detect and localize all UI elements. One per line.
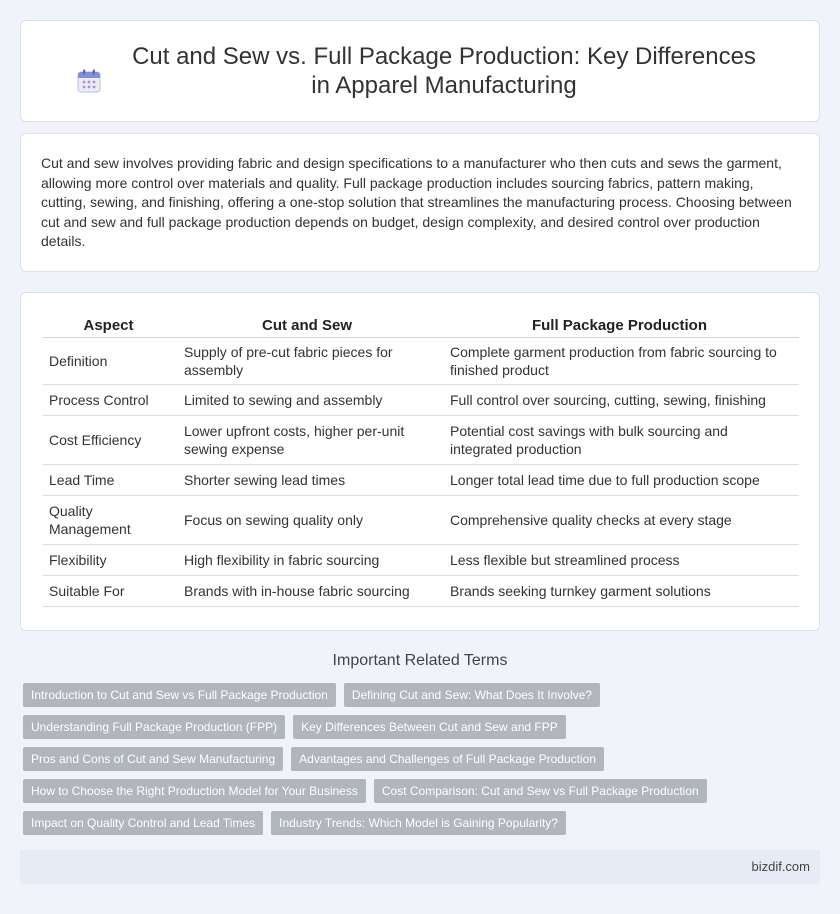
footer bbox=[20, 850, 820, 884]
cell-cut-and-sew: Limited to sewing and assembly bbox=[174, 385, 440, 416]
cell-full-package: Full control over sourcing, cutting, sewing, finishing bbox=[440, 385, 799, 416]
cell-aspect: Quality Management bbox=[43, 496, 174, 545]
cell-aspect: Flexibility bbox=[43, 545, 174, 576]
table-header-row bbox=[43, 315, 799, 338]
comparison-table bbox=[43, 315, 799, 607]
table-row bbox=[43, 496, 799, 545]
cell-cut-and-sew: High flexibility in fabric sourcing bbox=[174, 545, 440, 576]
footer-site-link[interactable]: bizdif.com bbox=[751, 859, 810, 874]
header-cut-and-sew: Cut and Sew bbox=[174, 315, 440, 338]
tag-row bbox=[23, 683, 823, 707]
comparison-card bbox=[20, 292, 820, 631]
cell-full-package: Comprehensive quality checks at every stage bbox=[440, 496, 799, 545]
related-term-link[interactable]: Key Differences Between Cut and Sew and FPP bbox=[293, 715, 566, 739]
calendar-icon bbox=[76, 68, 102, 94]
table-row bbox=[43, 338, 799, 385]
table-row bbox=[43, 545, 799, 576]
cell-full-package: Longer total lead time due to full production scope bbox=[440, 465, 799, 496]
tag-row bbox=[23, 779, 823, 803]
intro-card bbox=[20, 133, 820, 272]
cell-cut-and-sew: Shorter sewing lead times bbox=[174, 465, 440, 496]
tag-row bbox=[23, 747, 823, 771]
cell-cut-and-sew: Supply of pre-cut fabric pieces for assembly bbox=[174, 338, 440, 385]
intro-paragraph: Cut and sew involves providing fabric and design specifications to a manufacturer who then cuts and sews the garment, allowing more control over materials and quality. Full package production includes sourcing fabrics, pattern making, cutting, sewing, and finishing, offering a one-stop solution that streamlines the manufacturing process. Choosing between cut and sew and full package production depends on budget, design complexity, and desired control over production details. bbox=[41, 155, 792, 249]
related-term-link[interactable]: Advantages and Challenges of Full Package Production bbox=[291, 747, 604, 771]
table-row bbox=[43, 416, 799, 465]
tag-row bbox=[23, 715, 823, 739]
cell-aspect: Cost Efficiency bbox=[43, 416, 174, 465]
related-term-link[interactable]: Industry Trends: Which Model is Gaining Popularity? bbox=[271, 811, 566, 835]
table-row bbox=[43, 385, 799, 416]
cell-full-package: Brands seeking turnkey garment solutions bbox=[440, 576, 799, 607]
header-aspect: Aspect bbox=[43, 315, 174, 338]
title-wrap bbox=[76, 42, 764, 100]
cell-aspect: Definition bbox=[43, 338, 174, 385]
related-term-link[interactable]: Understanding Full Package Production (FPP) bbox=[23, 715, 285, 739]
related-term-link[interactable]: Introduction to Cut and Sew vs Full Package Production bbox=[23, 683, 336, 707]
cell-full-package: Less flexible but streamlined process bbox=[440, 545, 799, 576]
cell-aspect: Suitable For bbox=[43, 576, 174, 607]
cell-cut-and-sew: Brands with in-house fabric sourcing bbox=[174, 576, 440, 607]
related-term-link[interactable]: How to Choose the Right Production Model for Your Business bbox=[23, 779, 366, 803]
related-term-link[interactable]: Pros and Cons of Cut and Sew Manufacturing bbox=[23, 747, 283, 771]
cell-aspect: Lead Time bbox=[43, 465, 174, 496]
table-row bbox=[43, 576, 799, 607]
page-title: Cut and Sew vs. Full Package Production: Key Differences in Apparel Manufacturing bbox=[132, 43, 756, 99]
cell-full-package: Complete garment production from fabric sourcing to finished product bbox=[440, 338, 799, 385]
cell-cut-and-sew: Lower upfront costs, higher per-unit sewing expense bbox=[174, 416, 440, 465]
related-terms-list bbox=[23, 683, 823, 843]
cell-aspect: Process Control bbox=[43, 385, 174, 416]
related-term-link[interactable]: Impact on Quality Control and Lead Times bbox=[23, 811, 263, 835]
related-terms-title: Important Related Terms bbox=[332, 652, 508, 669]
related-term-link[interactable]: Cost Comparison: Cut and Sew vs Full Package Production bbox=[374, 779, 707, 803]
table-row bbox=[43, 465, 799, 496]
tag-row bbox=[23, 811, 823, 835]
title-card bbox=[20, 20, 820, 122]
related-term-link[interactable]: Defining Cut and Sew: What Does It Involve? bbox=[344, 683, 600, 707]
header-full-package: Full Package Production bbox=[440, 315, 799, 338]
cell-cut-and-sew: Focus on sewing quality only bbox=[174, 496, 440, 545]
cell-full-package: Potential cost savings with bulk sourcing and integrated production bbox=[440, 416, 799, 465]
